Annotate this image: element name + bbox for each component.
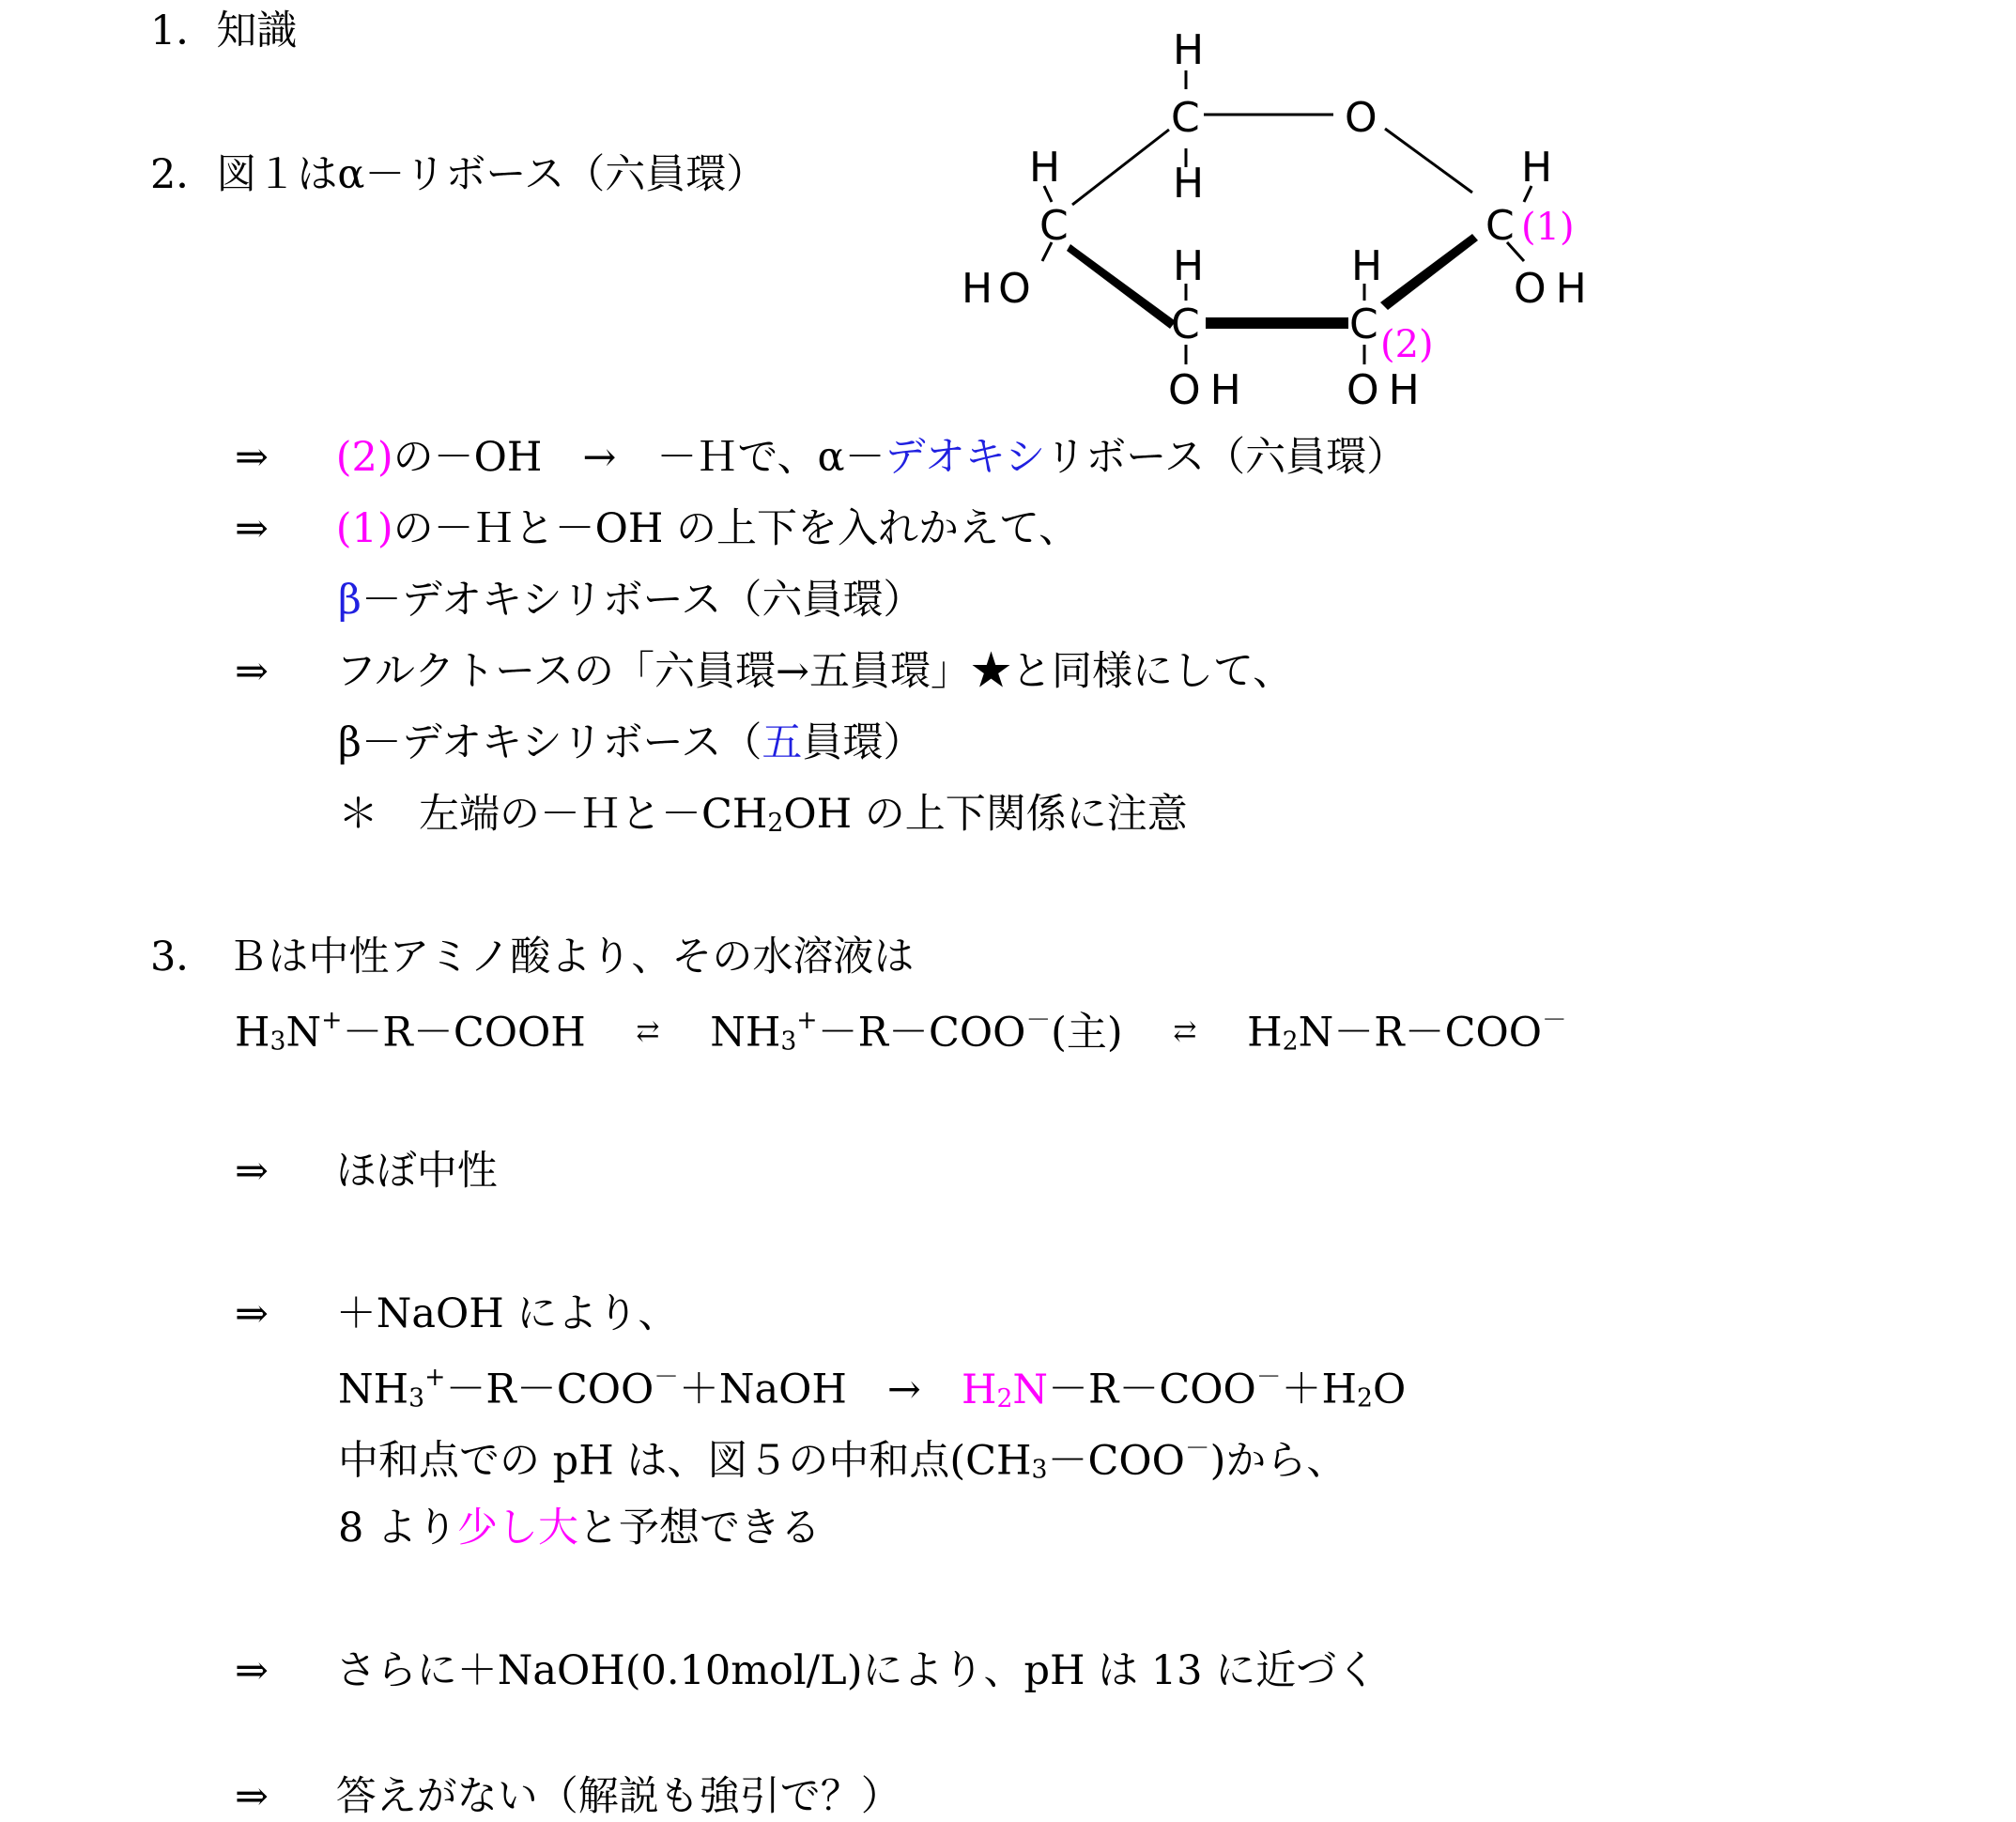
ribose-structure-diagram <box>939 19 1615 413</box>
section-number: 1． <box>150 8 217 54</box>
step-line: ⇒ ほぼ中性 <box>235 1148 498 1195</box>
implies-arrow: ⇒ <box>235 505 269 552</box>
equilibrium-arrow: ⇄ <box>1173 1014 1197 1048</box>
atom-label: C <box>1039 202 1069 250</box>
step-line: ⇒ (1)の－Ｈと－OH の上下を入れかえて、 <box>235 505 1080 552</box>
implies-arrow: ⇒ <box>235 648 269 695</box>
ref-label: (2) <box>335 434 393 481</box>
atom-label: OH <box>1514 265 1596 313</box>
highlight-text: $H_2N$ <box>961 1366 1049 1413</box>
carbon-label-1: (1) <box>1521 206 1575 249</box>
step-line: ⇒ (2)の－OH → －Ｈで、α－デオキシリボース（六員環） <box>235 434 1408 481</box>
figure-caption: 図１はα－リボース（六員環） <box>216 151 767 198</box>
step-line: β－デオキシリボース（六員環） <box>338 577 924 624</box>
highlight-text: 五 <box>762 719 803 766</box>
carbon-label-2: (2) <box>1380 323 1434 366</box>
atom-label: C <box>1485 202 1515 250</box>
atom-label: OH <box>1168 366 1251 413</box>
atom-label: H <box>1173 160 1205 208</box>
beta-symbol: β <box>338 577 362 624</box>
step-line: ⇒ ＋NaOH により、 <box>235 1290 679 1337</box>
equilibrium-equation: $H_3N^+-R-COOH$ ⇄ $NH_3^+-R-COO^-$(主) ⇄ $H_2N-R-COO^-$ <box>235 1006 1567 1057</box>
bond <box>1072 130 1169 205</box>
implies-arrow: ⇒ <box>235 1148 269 1195</box>
atom-label: HO <box>962 265 1037 313</box>
text-line: 8 より少し大と予想できる <box>338 1505 822 1552</box>
atom-label: H <box>1173 242 1205 290</box>
step-line: β－デオキシリボース（五員環） <box>338 719 924 766</box>
implies-arrow: ⇒ <box>235 1290 269 1337</box>
atom-label: O <box>1345 94 1377 142</box>
atom-label: C <box>1171 301 1200 348</box>
implies-arrow: ⇒ <box>235 1773 269 1820</box>
step-line: ⇒ さらに＋NaOH(0.10mol/L)により、pH は 13 に近づく <box>235 1647 1377 1694</box>
atom-label: H <box>1173 26 1205 74</box>
atom-label: H <box>1521 144 1553 192</box>
bold-bond <box>1206 317 1348 329</box>
atom-label: C <box>1171 94 1200 142</box>
ref-label: (1) <box>335 505 393 552</box>
atom-label: C <box>1349 301 1378 348</box>
atom-label: H <box>1029 144 1061 192</box>
implies-arrow: ⇒ <box>235 1647 269 1694</box>
section-intro: Ｂは中性アミノ酸より、その水溶液は <box>227 934 915 980</box>
wedge-bond <box>1067 244 1176 329</box>
section-number: 3． <box>150 934 217 980</box>
wedge-bond <box>1380 234 1478 310</box>
section-number: 2． <box>150 151 217 198</box>
section3-heading <box>150 934 915 980</box>
equilibrium-arrow: ⇄ <box>636 1014 660 1048</box>
step-line: ⇒ 答えがない（解説も強引で？） <box>235 1773 901 1820</box>
step-line: ⇒ フルクトースの「六員環→五員環」★と同様にして、 <box>235 648 1294 695</box>
text-line: 中和点での pH は、図５の中和点$(CH_3-COO^-)$から、 <box>338 1434 1347 1485</box>
note-line: ＊ 左端の－Ｈと$-CH_2OH$ の上下関係に注意 <box>338 791 1188 838</box>
section1-heading <box>150 8 298 54</box>
highlight-text: 少し大 <box>457 1505 579 1552</box>
implies-arrow: ⇒ <box>235 434 269 481</box>
atom-label: H <box>1351 242 1383 290</box>
section2-heading <box>150 151 767 198</box>
section-title: 知識 <box>216 8 298 54</box>
bond <box>1385 129 1472 193</box>
atom-label: OH <box>1347 366 1429 413</box>
highlight-text: デオキシ <box>885 434 1046 481</box>
reaction-equation: $NH_3^+-R-COO^-+NaOH$ → $H_2N-R-COO^-+H_2O$ <box>338 1363 1407 1413</box>
